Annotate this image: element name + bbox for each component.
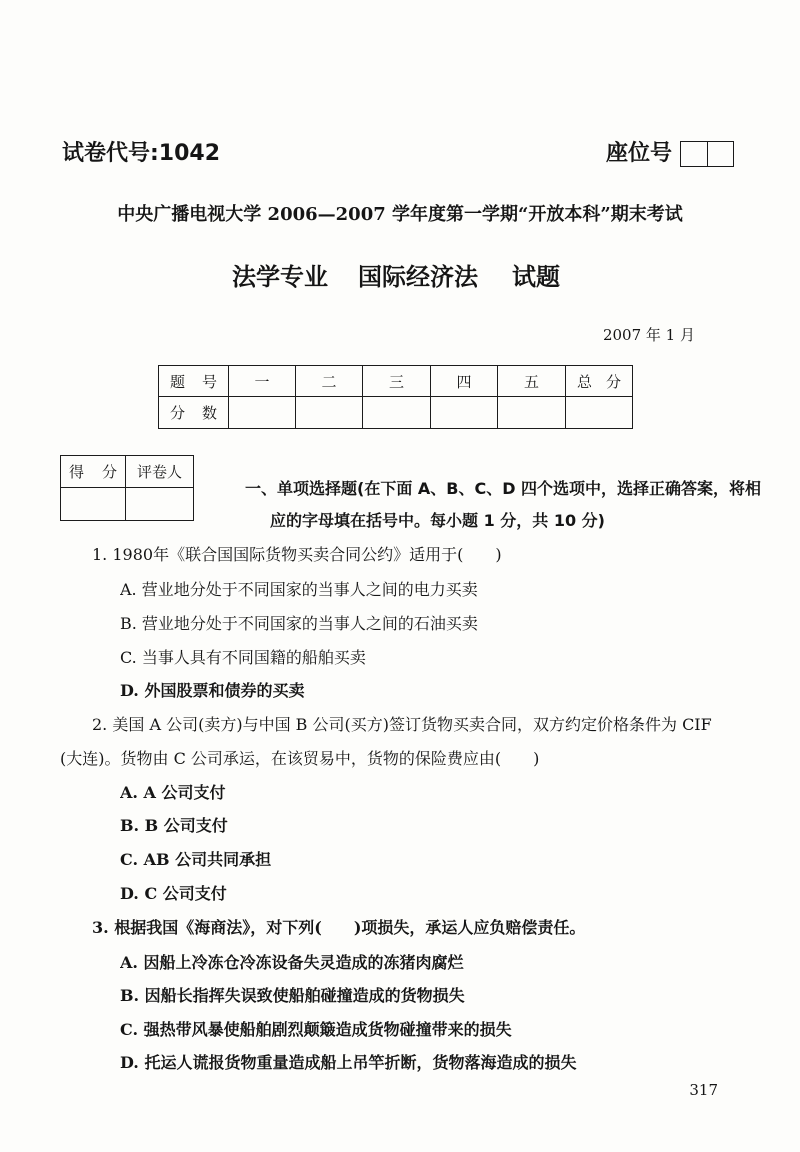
question-1-stem: 1. 1980年《联合国国际货物买卖合同公约》适用于( ) — [92, 545, 502, 564]
seat-number-box — [707, 142, 734, 166]
question-3-stem: 3. 根据我国《海商法》，对下列( )项损失，承运人应负赔偿责任。 — [92, 918, 586, 937]
part-4-score-cell — [431, 397, 498, 429]
seat-number-boxes — [680, 141, 734, 167]
question-2-option-b: B. B 公司支付 — [120, 816, 228, 835]
question-2-option-a: A. A 公司支付 — [120, 783, 226, 802]
question-3-option-b: B. 因船长指挥失误致使船舶碰撞造成的货物损失 — [120, 986, 465, 1005]
question-3-option-d: D. 托运人谎报货物重量造成船上吊竿折断，货物落海造成的损失 — [120, 1053, 577, 1072]
seat-number-label: 座位号 — [606, 141, 673, 166]
grader-table — [60, 455, 194, 521]
section-score-label: 得 分 — [61, 456, 126, 488]
question-3-option-c: C. 强热带风暴使船舶剧烈颠簸造成货物碰撞带来的损失 — [120, 1020, 512, 1039]
subject-paper-type: 试题 — [512, 263, 560, 291]
question-1-option-d: D. 外国股票和债券的买卖 — [120, 681, 305, 700]
total-score-header: 总 分 — [566, 366, 633, 397]
score-table-score-row — [159, 397, 633, 429]
score-table — [158, 365, 633, 429]
page-number: 317 — [689, 1081, 718, 1099]
part-2-score-cell — [296, 397, 363, 429]
total-score-cell — [566, 397, 633, 429]
question-2-option-d: D. C 公司支付 — [120, 884, 227, 903]
score-row-label: 分 数 — [159, 397, 229, 429]
part-4-header: 四 — [431, 366, 498, 397]
part-3-header: 三 — [363, 366, 431, 397]
subject-course: 国际经济法 — [358, 263, 478, 291]
part-2-header: 二 — [296, 366, 363, 397]
question-3-option-a: A. 因船上冷冻仓冷冻设备失灵造成的冻猪肉腐烂 — [120, 953, 464, 972]
exam-date: 2007 年 1 月 — [602, 326, 695, 344]
subject-major: 法学专业 — [232, 263, 328, 291]
question-1-option-a: A. 营业地分处于不同国家的当事人之间的电力买卖 — [120, 580, 478, 599]
part-1-score-cell — [229, 397, 296, 429]
question-2-stem-line-1: 2. 美国 A 公司(卖方)与中国 B 公司(买方)签订货物买卖合同，双方约定价格条件为 CIF — [92, 715, 712, 734]
part-3-score-cell — [363, 397, 431, 429]
part-1-header: 一 — [229, 366, 296, 397]
grader-signature-cell — [126, 488, 194, 521]
paper-code: 试卷代号:1042 — [62, 141, 221, 166]
question-2-option-c: C. AB 公司共同承担 — [120, 850, 272, 869]
grader-table-header-row — [61, 456, 194, 488]
exam-title: 中央广播电视大学 2006—2007 学年度第一学期“开放本科”期末考试 — [117, 204, 683, 225]
grader-table-blank-row — [61, 488, 194, 521]
score-table-header-row — [159, 366, 633, 397]
question-2-stem-line-2: (大连)。货物由 C 公司承运，在该贸易中，货物的保险费应由( ) — [60, 749, 540, 768]
question-1-option-c: C. 当事人具有不同国籍的船舶买卖 — [120, 648, 366, 667]
question-1-option-b: B. 营业地分处于不同国家的当事人之间的石油买卖 — [120, 614, 478, 633]
seat-number-box — [681, 142, 707, 166]
part-5-score-cell — [498, 397, 566, 429]
grader-label: 评卷人 — [126, 456, 194, 488]
part-5-header: 五 — [498, 366, 566, 397]
section-heading-line-1: 一、单项选择题(在下面 A、B、C、D 四个选项中，选择正确答案，将相 — [245, 479, 762, 498]
section-heading-line-2: 应的字母填在括号中。每小题 1 分，共 10 分) — [270, 511, 605, 530]
question-number-label: 题 号 — [159, 366, 229, 397]
section-score-cell — [61, 488, 126, 521]
